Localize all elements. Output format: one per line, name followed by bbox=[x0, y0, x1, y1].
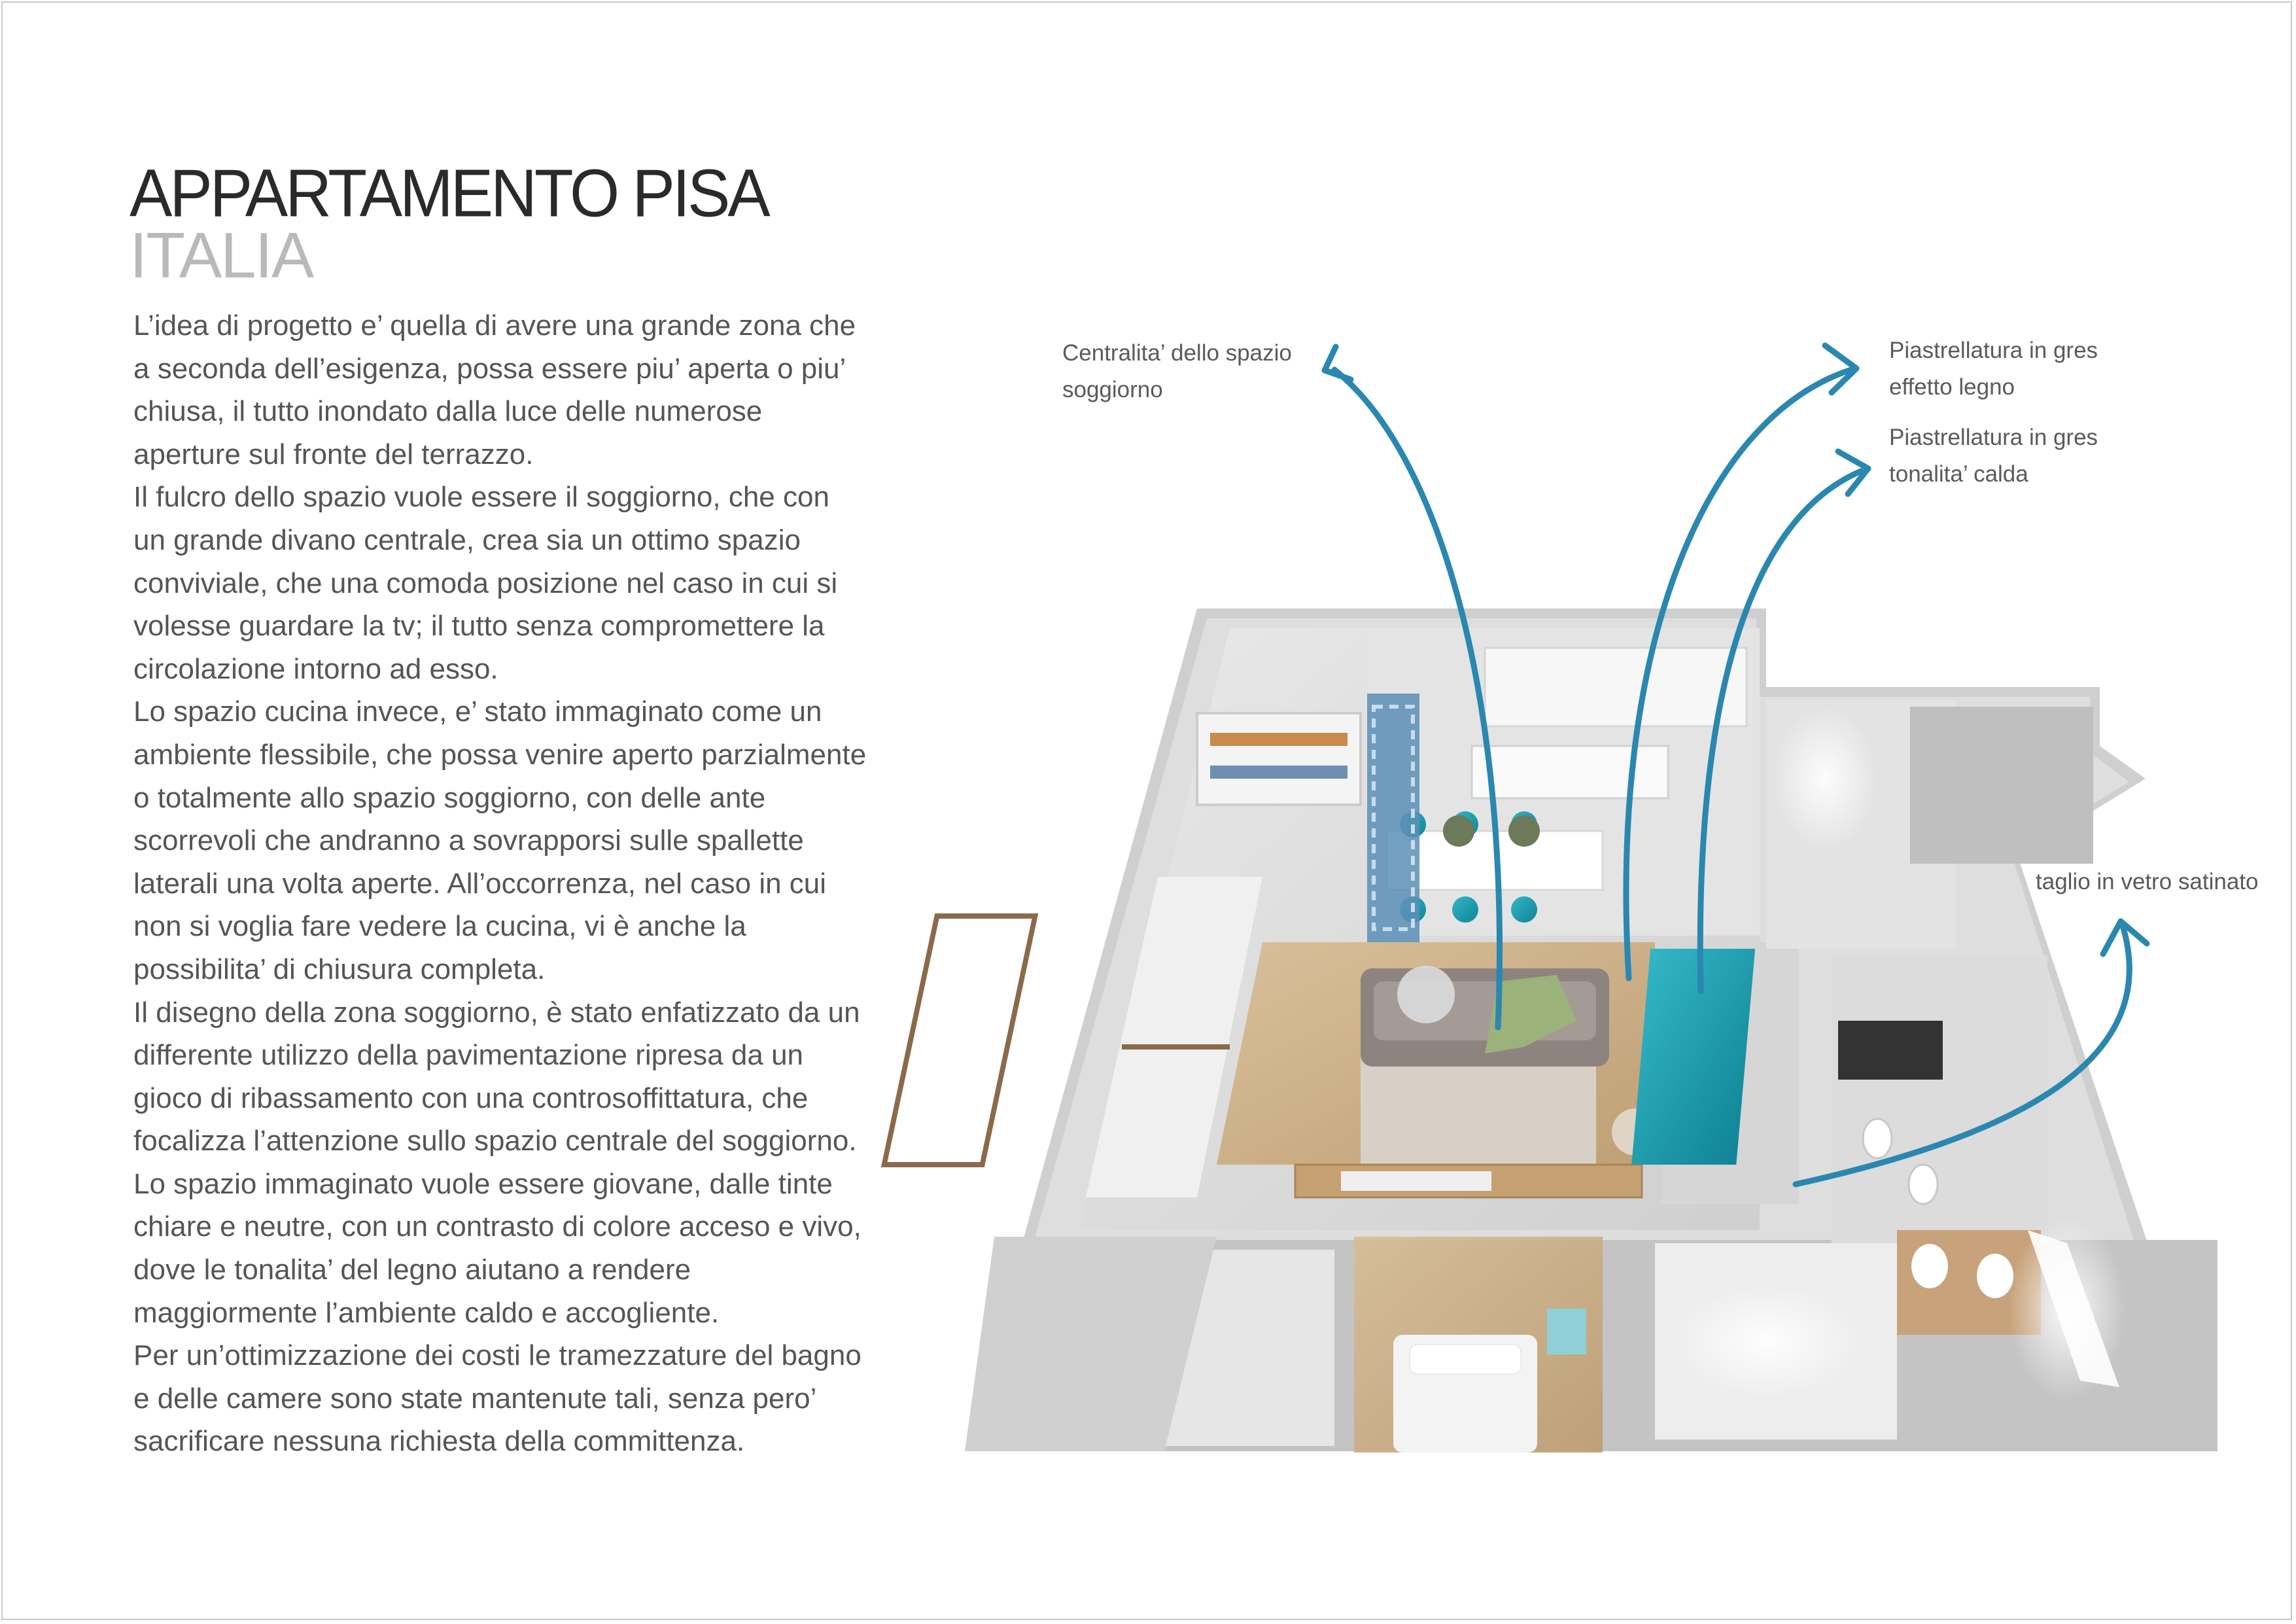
description-line: scorrevoli che andranno a sovrapporsi sulle spallette bbox=[133, 824, 804, 857]
description-line: volesse guardare la tv; il tutto senza compromettere la bbox=[133, 610, 825, 643]
books bbox=[1210, 766, 1348, 779]
annotation-line: Piastrellatura in gres bbox=[1889, 425, 2098, 450]
description-line: sacrificare nessuna richiesta della committenza. bbox=[133, 1425, 745, 1458]
page-subtitle: ITALIA bbox=[130, 219, 313, 291]
description-line: chiusa, il tutto inondato dalla luce delle numerose bbox=[133, 395, 763, 428]
description-line: Lo spazio immaginato vuole essere giovane, dalle tinte bbox=[133, 1167, 833, 1200]
description-line: o totalmente allo spazio soggiorno, con delle ante bbox=[133, 781, 766, 814]
description-line: chiare e neutre, con un contrasto di colore acceso e vivo, bbox=[133, 1210, 861, 1243]
shower-glow bbox=[1773, 707, 1877, 851]
description-line: dove le tonalita’ del legno aiutano a rendere bbox=[133, 1254, 691, 1286]
annotation-soggiorno bbox=[1062, 335, 1292, 408]
arrowhead-legno bbox=[1825, 345, 1856, 393]
bathtub-glow bbox=[1668, 1282, 1864, 1400]
description-line: Il fulcro dello spazio vuole essere il soggiorno, che con bbox=[133, 481, 829, 514]
annotation-line: effetto legno bbox=[1889, 374, 2015, 400]
kitchen-cabinets bbox=[1485, 648, 1747, 726]
description-line: a seconda dell’esigenza, possa essere piu’ aperta o piu’ bbox=[133, 352, 846, 385]
description-line: ambiente flessibile, che possa venire aperto parzialmente bbox=[133, 738, 867, 771]
description-line: non si voglia fare vedere la cucina, vi è anche la bbox=[133, 910, 746, 943]
description-line: Il disegno della zona soggiorno, è stato enfatizzato da un bbox=[133, 996, 860, 1029]
bed-pillow bbox=[1410, 1345, 1521, 1374]
pendant-lamp bbox=[1443, 815, 1474, 847]
bookshelf bbox=[1197, 713, 1361, 805]
arrowhead-soggiorno bbox=[1325, 347, 1351, 380]
teal-wall bbox=[1631, 949, 1755, 1165]
description-line: maggiormente l’ambiente caldo e accogliente. bbox=[133, 1296, 720, 1329]
bathroom-glow bbox=[2008, 1217, 2126, 1400]
dining-chair bbox=[1511, 896, 1537, 923]
description-line: differente utilizzo della pavimentazione ripresa da un bbox=[133, 1039, 804, 1072]
window-frame bbox=[884, 916, 1035, 1165]
description-line: gioco di ribassamento con una controsoffittatura, che bbox=[133, 1082, 809, 1114]
annotation-vetro bbox=[2036, 864, 2258, 900]
description-line: laterali una volta aperte. All’occorrenza, nel caso in cui bbox=[133, 867, 827, 900]
page-title: APPARTAMENTO PISA bbox=[130, 154, 768, 231]
annotation-line: Piastrellatura in gres bbox=[1889, 338, 2098, 363]
annotation-legno bbox=[1889, 332, 2098, 406]
description-line: aperture sul fronte del terrazzo. bbox=[133, 438, 534, 470]
bidet bbox=[1909, 1165, 1938, 1204]
description-line: un grande divano centrale, crea sia un ottimo spazio bbox=[133, 523, 801, 556]
bedside-table bbox=[1547, 1309, 1586, 1354]
annotation-calda bbox=[1889, 419, 2098, 493]
annotation-line: Centralita’ dello spazio bbox=[1062, 340, 1292, 366]
bathroom-main bbox=[1832, 955, 2047, 1243]
sink-left bbox=[1911, 1244, 1948, 1288]
annotation-line: taglio in vetro satinato bbox=[2036, 869, 2259, 894]
kitchenette-counter bbox=[1838, 1021, 1943, 1080]
description-line: circolazione intorno ad esso. bbox=[133, 652, 498, 685]
right-closet bbox=[1910, 707, 2093, 864]
description-line: focalizza l’attenzione sullo spazio centrale del soggiorno. bbox=[133, 1125, 857, 1157]
pendant-lamp bbox=[1508, 815, 1540, 847]
description-line: e delle camere sono state mantenute tali, senza pero’ bbox=[133, 1382, 817, 1415]
books bbox=[1210, 733, 1348, 746]
description-line: L’idea di progetto e’ quella di avere una grande zona che bbox=[133, 309, 856, 342]
description-line: conviviale, che una comoda posizione nel caso in cui si bbox=[133, 567, 838, 599]
dining-chair bbox=[1452, 896, 1478, 923]
tv-cabinet-books bbox=[1341, 1171, 1491, 1191]
description-line: possibilita’ di chiusura completa. bbox=[133, 953, 546, 985]
description-line: Per un’ottimizzazione dei costi le tramezzature del bagno bbox=[133, 1339, 861, 1372]
kitchen-island bbox=[1472, 746, 1668, 798]
annotation-line: soggiorno bbox=[1062, 377, 1163, 402]
sink-right bbox=[1977, 1254, 2013, 1298]
toilet bbox=[1863, 1119, 1892, 1158]
description-line: Lo spazio cucina invece, e’ stato immaginato come un bbox=[133, 696, 822, 728]
annotation-line: tonalita’ calda bbox=[1889, 461, 2028, 487]
coffee-table-lamp bbox=[1397, 966, 1455, 1023]
